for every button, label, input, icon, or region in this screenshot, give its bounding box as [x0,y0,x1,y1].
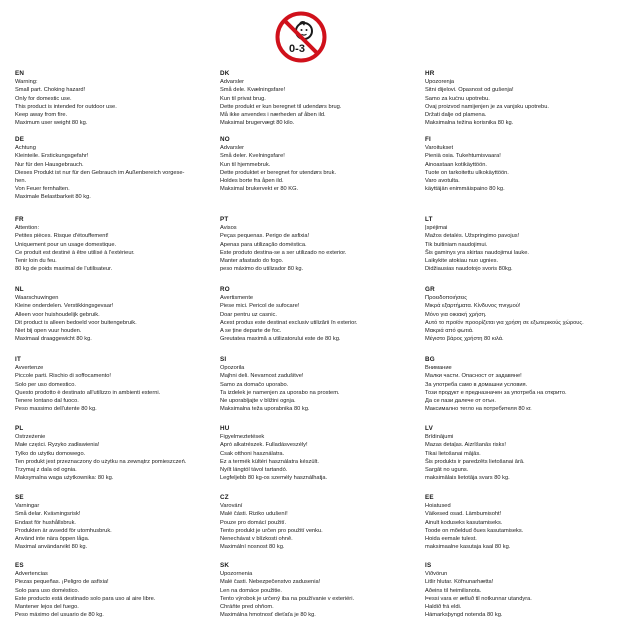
warning-line: Hoiatused [425,503,451,510]
warning-block-ro [220,286,425,343]
warning-line: Må ikke anvendes i nærheden af åben ild. [220,112,326,119]
language-code: NL [15,286,24,293]
warning-line: Viðvörun [425,571,448,578]
warning-line: Ainoastaan kotikäyttöön. [425,161,487,168]
warning-line: Csak otthoni használatra. [220,450,285,457]
language-code: NO [220,136,230,143]
warning-line: Maximaal draaggewicht 80 kg. [15,336,92,343]
warning-line: Endast för hushållsbruk. [15,519,77,526]
warning-line: Peso máximo del usuario de 80 kg. [15,612,104,619]
warning-line: За употреба само в домашни условия. [425,381,528,388]
warning-line: Maksimalna teža uporabnika 80 kg. [220,406,310,413]
warning-line: Ez a termék kültéri használatra készült. [220,458,319,465]
warning-block-sk [220,562,425,619]
warning-line: Pouze pro domácí použití. [220,519,287,526]
warning-line: Ne uporabljajte v bližini ognja. [220,398,296,405]
warning-line: Ovaj proizvod namijenjen je za vanjsku upotrebu. [425,103,549,110]
warning-line: Produkten är avsedd för utomhusbruk. [15,527,112,534]
warning-line: Μακριά από φωτιά. [425,328,474,335]
warning-line: Chráňte pred ohňom. [220,604,274,611]
warning-line: Varoitukset [425,145,454,152]
warning-line: Samo za kućnu upotrebu. [425,95,490,102]
warning-line: Maximálna hmotnosť dieťaťa je 80 kg. [220,612,316,619]
language-code: IS [425,562,432,569]
language-code: RO [220,286,230,293]
warning-line: Warning: [15,79,38,86]
warning-line: Максимално тегло на потребителя 80 кг. [425,406,532,413]
warning-line: Solo per uso domestico. [15,381,77,388]
warning-line: Ten produkt jest przeznaczony do użytku na zewnątrz pomieszczeń. [15,458,187,465]
warning-line: Μέγιστο βάρος χρήστη 80 κιλά. [425,336,504,343]
warning-line: Advertencias [15,571,48,578]
language-code: PL [15,425,24,432]
warning-line: Doar pentru uz casnic. [220,311,277,318]
warning-line: Dette produkt er kun beregnet til udendørs brug. [220,103,342,110]
warning-line: Aðeins til heimilisnota. [425,587,482,594]
warning-line: Attention: [15,225,40,232]
warning-line: Ce produit est destiné à être utilisé à l'extérieur. [15,249,135,256]
warning-line: Manter afastado do fogo. [220,258,284,265]
warning-line: Maximální nosnost 80 kg. [220,544,285,551]
warning-block-bg [425,356,635,413]
warning-block-pt [220,216,425,273]
warning-line: Maximal användarvikt 80 kg. [15,544,88,551]
language-code: HR [425,70,435,77]
warning-block-en [15,70,220,127]
warning-line: 80 kg de poids maximal de l'utilisateur. [15,266,113,273]
warning-line: Advarsler [220,79,245,86]
language-code: SI [220,356,227,363]
warning-line: Μόνο για οικιακή χρήση. [425,311,487,318]
language-code: GR [425,286,435,293]
language-code: FI [425,136,431,143]
warning-line: Tik buitiniam naudojimui. [425,241,488,248]
warning-block-it [15,356,220,413]
warning-line: Maximum user weight 80 kg. [15,120,88,127]
warning-line: Mazas detaļas. Aizrīšanās risks! [425,442,506,449]
warning-line: Dit product is alleen bedoeld voor buitengebruik. [15,319,137,326]
language-code: CZ [220,494,229,501]
warning-line: Този продукт е предназначен за употреба на открито. [425,389,567,396]
warning-line: Kleinteile. Erstickungsgefahr! [15,153,89,160]
warning-block-gr [425,286,635,343]
language-code: PT [220,216,229,223]
language-code: IT [15,356,21,363]
warning-line: Varningar [15,503,40,510]
age-label: 0-3 [289,43,305,55]
warning-block-nl [15,286,220,343]
warning-line: Hámarksþyngd notenda 80 kg. [425,612,503,619]
warning-line: Да се пази далече от огън. [425,398,496,405]
warning-line: Προειδοποιήσεις [425,295,468,302]
language-code: SK [220,562,230,569]
warning-line: Nyílt lángtól távol tartandó. [220,467,288,474]
warning-line: Ta izdelek je namenjen za uporabo na prostem. [220,389,340,396]
warning-line: Trzymaj z dala od ognia. [15,467,77,474]
warning-line: Laikykite atokiau nuo ugnies. [425,258,499,265]
warning-line: Šis produkts ir paredzēts lietošanai ārā. [425,458,525,465]
warning-line: Maksimalna težina korisnika 80 kg. [425,120,514,127]
warning-line: Šis gaminys yra skirtas naudojimui lauke. [425,249,529,256]
warning-line: Maksimal brugervægt 80 kilo. [220,120,295,127]
warning-line: Tenir loin du feu. [15,258,57,265]
warning-line: Majhni deli. Nevarnost zadušitve! [220,373,304,380]
warning-line: Nur für den Hausgebrauch. [15,161,84,168]
warning-block-se [15,494,220,551]
warning-block-de [15,136,220,202]
warning-line: Avvertenze [15,365,44,372]
warning-line: Įspėjimai [425,225,448,232]
warning-line: Small part. Choking hazard! [15,87,86,94]
warning-line: Kun til privat brug. [220,95,266,102]
warning-line: Peso massimo dell'utente 80 kg. [15,406,97,413]
warning-line: Von Feuer fernhalten. [15,186,70,193]
warning-line: Apenas para utilização doméstica. [220,241,307,248]
warning-line: Didžiausias naudotojo svoris 80kg. [425,266,513,273]
warning-line: Waarschuwingen [15,295,59,302]
language-code: BG [425,356,435,363]
warning-line: Små deler. Kvelningsfare! [220,153,285,160]
warning-line: Niet bij open vuur houden. [15,328,82,335]
warning-line: Þessi vara er ætluð til notkunnar utandyra. [425,595,532,602]
warning-line: Apró alkatrészek. Fulladásveszély! [220,442,308,449]
warning-line: Holdes borte fra åpen ild. [220,178,284,185]
warning-line: Αυτό το προϊόν προορίζεται για χρήση σε εξωτερικούς χώρους. [425,319,584,326]
language-code: HU [220,425,230,432]
warning-block-cz [220,494,425,551]
language-code: FR [15,216,24,223]
warning-line: Solo para uso doméstico. [15,587,80,594]
warning-line: Tenere lontano dal fuoco. [15,398,79,405]
warning-line: Acest produs este destinat exclusiv utilizării în exterior. [220,319,358,326]
warning-line: Nenechávat v blízkosti ohně. [220,536,293,543]
warning-line: Keep away from fire. [15,112,68,119]
warning-line: Kleine onderdelen. Verstikkingsgevaar! [15,303,114,310]
language-code: SE [15,494,24,501]
warning-line: Väikesed osad. Lämbumisoht! [425,511,502,518]
warning-line: Este produto destina-se a ser utilizado no exterior. [220,249,347,256]
warning-block-es [15,562,220,619]
warning-block-ee [425,494,635,551]
warning-line: Μικρά εξαρτήματα. Κίνδυνος πνιγμού! [425,303,521,310]
warning-line: Tuote on tarkoitettu ulkokäyttöön. [425,169,509,176]
warning-line: Legfeljebb 80 kg-os személy használhatja. [220,475,328,482]
language-code: EE [425,494,434,501]
warning-line: Toode on mõeldud õues kasutamiseks. [425,527,524,534]
warning-line: Upozorenja [425,79,455,86]
warning-line: Använd inte nära öppen låga. [15,536,90,543]
warning-line: Only for domestic use. [15,95,72,102]
warning-line: Litlir hlutar. Köfnunarhætta! [425,579,494,586]
warning-line: Mažos detalės. Užspringimo pavojus! [425,233,520,240]
warning-line: Petites pièces. Risque d'étouffement! [15,233,109,240]
warning-block-dk [220,70,425,127]
warning-line: Små dele. Kvælningsfare! [220,87,286,94]
warning-line: Upozornenia [220,571,253,578]
warning-line: Tikai lietošanai mājās. [425,450,481,457]
warning-line: Avisos [220,225,237,232]
language-code: DE [15,136,25,143]
warning-line: peso máximo do utilizador 80 kg. [220,266,304,273]
warning-line: Greutatea maximă a utilizatorului este de 80 kg. [220,336,341,343]
warning-line: Dieses Produkt ist nur für den Gebrauch im Außenbereich vorgese- [15,169,185,176]
warning-line: Varování [220,503,243,510]
warning-block-fr [15,216,220,273]
warning-line: Opozorila [220,365,245,372]
warning-line: Samo za domačo uporabo. [220,381,289,388]
warning-line: Małe części. Ryzyko zadławienia! [15,442,100,449]
warning-line: käyttäjän enimmäispaino 80 kg. [425,186,505,193]
language-code: LT [425,216,433,223]
warning-block-no [220,136,425,193]
warning-line: Små delar. Kvävningsrisk! [15,511,81,518]
warning-line: Ostrzeżenie [15,434,46,441]
warning-block-hu [220,425,425,482]
warning-line: Varo avotulta. [425,178,460,185]
warning-line: Tento výrobok je určený iba na používanie v exteriéri. [220,595,355,602]
warning-block-hr [425,70,635,127]
warning-line: Maksymalna waga użytkownika: 80 kg. [15,475,114,482]
language-code: ES [15,562,24,569]
no-children-under-3-icon [275,11,327,63]
warning-line: Questo prodotto è destinato all'utilizzo in ambienti esterni. [15,389,161,396]
warning-line: Piese mici. Pericol de sufocare! [220,303,300,310]
warning-line: Uniquement pour un usage domestique. [15,241,117,248]
warning-line: Malé časti. Nebezpečenstvo zadusenia! [220,579,321,586]
warning-block-pl [15,425,220,482]
warning-line: Malé části. Riziko udušení! [220,511,288,518]
warning-line: Hoida eemale tulest. [425,536,477,543]
warning-line: A se ține departe de foc. [220,328,282,335]
warning-line: Piezas pequeñas. ¡Peligro de asfixia! [15,579,109,586]
warning-block-lt [425,216,635,273]
warning-line: Avertismente [220,295,254,302]
warning-line: Maksimal brukervekt er 80 KG. [220,186,299,193]
language-code: LV [425,425,433,432]
warning-block-lv [425,425,635,482]
warning-line: Внимание [425,365,452,372]
language-code: DK [220,70,230,77]
warning-line: Pieniä osia. Tukehtumisvaara! [425,153,501,160]
warning-block-is [425,562,635,619]
warning-line: Mantener lejos del fuego. [15,604,79,611]
warning-line: Piccole parti. Rischio di soffocamento! [15,373,111,380]
warning-line: Maximale Belastbarkeit 80 kg. [15,194,91,201]
warning-line: Sitni dijelovi. Opasnost od gušenja! [425,87,514,94]
warning-line: Achtung [15,145,36,152]
warning-line: Ainult koduseks kasutamiseks. [425,519,503,526]
warning-line: Kun til hjemmebruk. [220,161,271,168]
warning-line: Advarsler [220,145,245,152]
warning-line: Peças pequenas. Perigo de asfixia! [220,233,310,240]
warning-line: hen. [15,178,27,185]
warning-line: Alleen voor huishoudelijk gebruik. [15,311,100,318]
warning-line: Este producto está destinado solo para uso al aire libre. [15,595,156,602]
warning-line: Tylko do użytku domowego. [15,450,86,457]
warning-line: Len na domáce použitie. [220,587,282,594]
warning-line: Držati dalje od plamena. [425,112,487,119]
warning-line: Brīdinājumi [425,434,454,441]
warning-block-si [220,356,425,413]
warning-line: maksimālais lietotāja svars 80 kg. [425,475,510,482]
warning-line: Haldið frá eldi. [425,604,462,611]
warning-line: Малки части. Опасност от задавяне! [425,373,522,380]
warning-line: maksimaalne kasutaja kaal 80 kg. [425,544,511,551]
language-code: EN [15,70,25,77]
warning-line: This product is intended for outdoor use. [15,103,117,110]
warning-line: Dette produktet er beregnet for utendørs bruk. [220,169,337,176]
warning-block-fi [425,136,635,193]
warning-line: Figyelmeztetések [220,434,265,441]
warning-line: Tento produkt je určen pro použití venku. [220,527,323,534]
warning-line: Sargāt no uguns. [425,467,469,474]
